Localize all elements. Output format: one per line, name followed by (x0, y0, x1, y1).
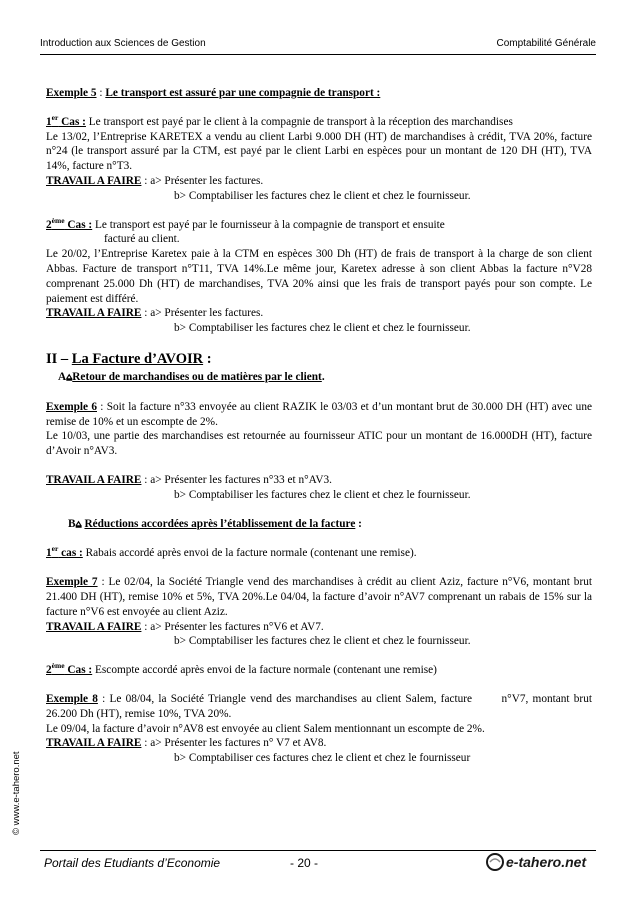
example-7 (46, 575, 592, 649)
footer-portal-name: Portail des Etudiants d’Economie (44, 856, 221, 870)
example-8-task-a: TRAVAIL A FAIRE : a> Présenter les factures n° V7 et AV8. (46, 737, 327, 750)
page-header (40, 38, 596, 55)
section-2-title: II – La Facture d’AVOIR : (46, 350, 212, 367)
example-6 (46, 400, 592, 459)
header-subject: Comptabilité Générale (496, 38, 596, 49)
section-2-case-1: 1er cas : Rabais accordé après envoi de la facture normale (contenant une remise). (46, 544, 417, 560)
logo-text: e-tahero.net (506, 854, 587, 870)
example-8-task-b: b> Comptabiliser ces factures chez le client et chez le fournisseur (174, 752, 471, 765)
case-2-title-cont: facturé au client. (104, 233, 180, 246)
subsection-b-title: B⩠ Réductions accordées après l’établissement de la facture : (68, 517, 362, 530)
case-1-body: Le 13/02, l’Entreprise KARETEX a vendu au client Larbi 9.000 DH (HT) de marchandises à crédit, TVA 20%, facture n°24 (le transport assuré par la CTM, est payé par le client Larbi en espèces pour un montant de 120 DH (HT), TVA 14%, facture n°T3. (46, 130, 592, 173)
case-2-task: TRAVAIL A FAIRE : a> Présenter les factures. (46, 307, 264, 320)
example-5-case-2 (46, 215, 592, 336)
header-course-title: Introduction aux Sciences de Gestion (40, 38, 206, 49)
example-5-heading: Exemple 5 : Le transport est assuré par une compagnie de transport : (46, 87, 381, 99)
arrow-right-icon: ⩠ (75, 518, 82, 530)
section-2-case-2: 2ème Cas : Escompte accordé après envoi de la facture normale (contenant une remise) (46, 661, 437, 677)
example-6-task-a: TRAVAIL A FAIRE : a> Présenter les factures n°33 et n°AV3. (46, 473, 333, 486)
page-content (46, 86, 595, 766)
example-6-body-1: Exemple 6 : Soit la facture n°33 envoyée au client RAZIK le 03/03 et d’un montant brut de 30.000 DH (HT) avec une remise de 10% et un escompte de 2%. (46, 400, 592, 428)
example-8-body-1: Exemple 8 : Le 08/04, la Société Triangle vend des marchandises au client Salem, facture n°V7, montant brut 26.200 Dh (HT), remise 10%, TVA 20%. (46, 692, 595, 720)
case-2-title: 2ème Cas : Le transport est payé par le fournisseur à la compagnie de transport et ensuite (46, 215, 445, 231)
example-6-task-b: b> Comptabiliser les factures chez le client et chez le fournisseur. (174, 488, 471, 501)
example-7-body: Exemple 7 : Le 02/04, la Société Triangle vend des marchandises à crédit au client Aziz, facture n°V6, montant brut 21.400 DH (HT), remise 10% et 5%, TVA 20%.Le 04/04, la facture d’avoir n°AV7 comprenant un rabais de 15% sur la facture n°V6 est envoyée au client Aziz. (46, 576, 592, 618)
logo-swirl-icon (487, 854, 503, 870)
arrow-right-icon: ⩠ (66, 371, 73, 383)
site-logo (486, 852, 596, 872)
example-6-task (46, 473, 592, 503)
case-2-body: Le 20/02, l’Entreprise Karetex paie à la CTM en espèces 300 Dh (HT) de frais de transport à la charge de son client Abbas. Facture de transport n°T11, TVA 14%.Le même jour, Karetex adresse à son client Abbas la facture n°V28 comprenant 25.000 Dh (HT) de marchandises, TVA 20% ainsi que les frais de transport payés pour son compte. Le paiement est différé. (46, 248, 592, 305)
case-1-task: TRAVAIL A FAIRE : a> Présenter les factures. (46, 174, 264, 187)
case-2-task-b: b> Comptabiliser les factures chez le client et chez le fournisseur. (174, 322, 471, 335)
example-5-case-1 (46, 115, 592, 204)
page-footer (40, 850, 596, 873)
example-6-body-2: Le 10/03, une partie des marchandises est retournée au fournisseur ATIC pour un montant de 16.000DH (HT), facture d’Avoir n°AV3. (46, 430, 592, 458)
page-number: - 20 - (290, 856, 319, 870)
example-7-task-b: b> Comptabiliser les factures chez le client et chez le fournisseur. (174, 635, 471, 648)
case-1-title: 1er Cas : Le transport est payé par le client à la compagnie de transport à la réception des marchandises (46, 113, 513, 128)
example-8-body-2: Le 09/04, la facture d’avoir n°AV8 est envoyée au client Salem mentionnant un escompte de 2%. (46, 722, 485, 735)
case-1-task-b: b> Comptabiliser les factures chez le client et chez le fournisseur. (174, 189, 471, 202)
subsection-a-title: A⩠Retour de marchandises ou de matières par le client. (58, 370, 325, 383)
side-copyright: © www.e-tahero.net (11, 751, 22, 835)
example-7-task-a: TRAVAIL A FAIRE : a> Présenter les factures n°V6 et AV7. (46, 620, 324, 633)
example-8 (46, 692, 595, 766)
